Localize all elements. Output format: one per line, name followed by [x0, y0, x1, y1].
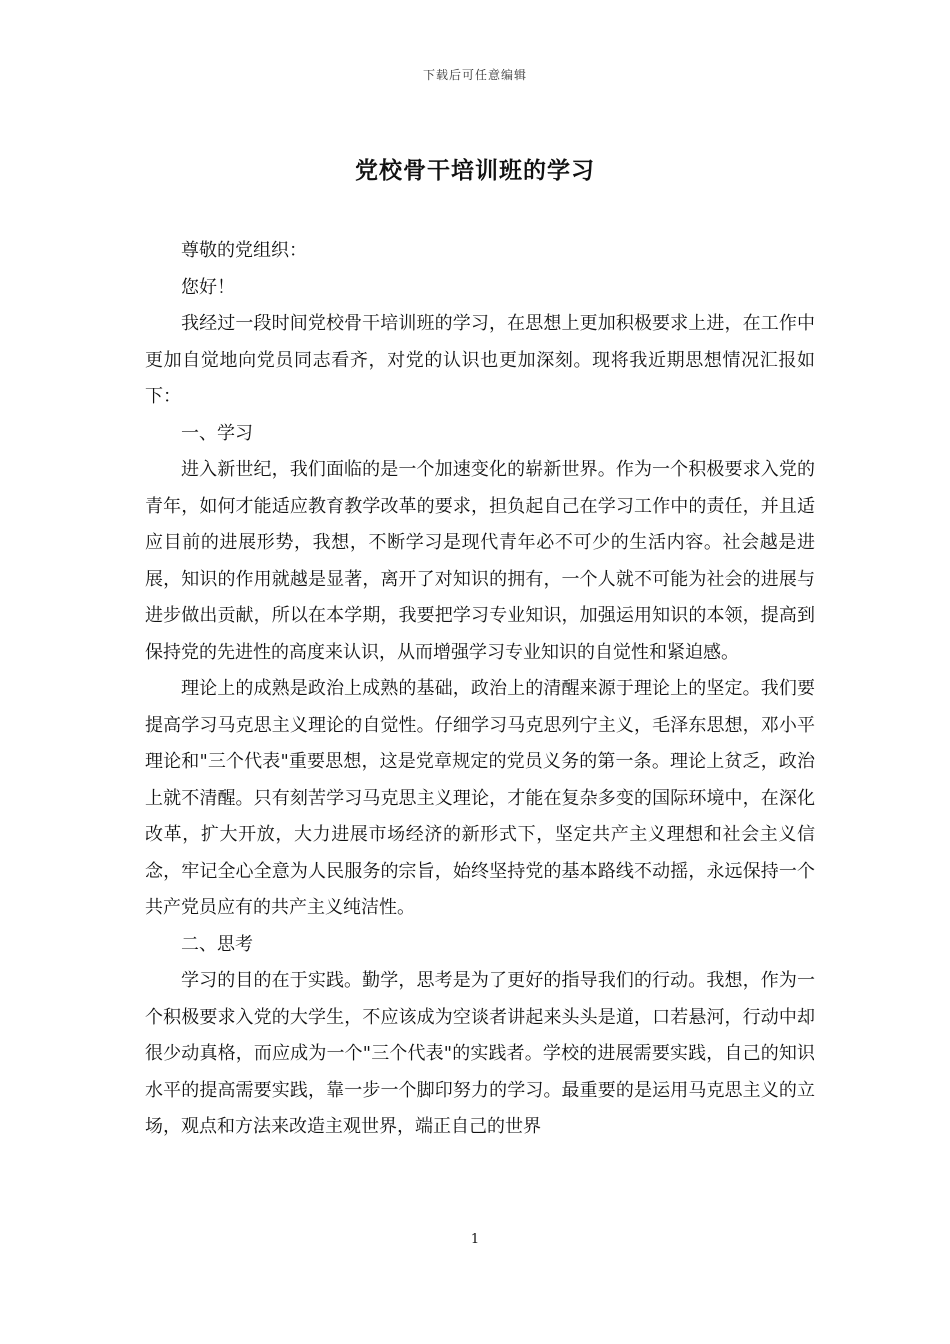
- section-heading-study: 一、学习: [181, 422, 253, 444]
- paragraph-greeting: 您好！: [181, 276, 235, 298]
- page-header-note: 下载后可任意编辑: [422, 68, 527, 82]
- paragraph-intro: 我经过一段时间党校骨干培训班的学习，在思想上更加积极要求上进，在工作中更加自觉地向党员同志看齐，对党的认识也更加深刻。现将我近期思想情况汇报如下：: [145, 313, 815, 407]
- paragraph-salutation: 尊敬的党组织：: [181, 240, 307, 261]
- page-number: 1: [470, 1232, 480, 1247]
- paragraph-study-1: 进入新世纪，我们面临的是一个加速变化的崭新世界。作为一个积极要求入党的青年，如何才能适应教育教学改革的要求，担负起自己在学习工作中的责任，并且适应目前的进展形势，我想，不断学习是现代青年必不可少的生活内容。社会越是进展，知识的作用就越是显著，离开了对知识的拥有，一个人就不可能为社会的进展与进步做出贡献，所以在本学期，我要把学习专业知识，加强运用知识的本领，提高到保持党的先进性的高度来认识，从而增强学习专业知识的自觉性和紧迫感。: [145, 459, 815, 663]
- paragraph-thinking-1: 学习的目的在于实践。勤学，思考是为了更好的指导我们的行动。我想，作为一个积极要求入党的大学生，不应该成为空谈者讲起来头头是道，口若悬河，行动中却很少动真格，而应成为一个"三个代表"的实践者。学校的进展需要实践，自己的知识水平的提高需要实践，靠一步一个脚印努力的学习。最重要的是运用马克思主义的立场，观点和方法来改造主观世界，端正自己的世界: [145, 970, 815, 1137]
- document-body: [145, 233, 815, 1146]
- paragraph-study-2: 理论上的成熟是政治上成熟的基础，政治上的清醒来源于理论上的坚定。我们要提高学习马克思主义理论的自觉性。仔细学习马克思列宁主义，毛泽东思想，邓小平理论和"三个代表"重要思想，这是党章规定的党员义务的第一条。理论上贫乏，政治上就不清醒。只有刻苦学习马克思主义理论，才能在复杂多变的国际环境中，在深化改革，扩大开放，大力进展市场经济的新形式下，坚定共产主义理想和社会主义信念，牢记全心全意为人民服务的宗旨，始终坚持党的基本路线不动摇，永远保持一个共产党员应有的共产主义纯洁性。: [145, 678, 815, 918]
- document-title: 党校骨干培训班的学习: [355, 157, 595, 184]
- section-heading-thinking: 二、思考: [181, 933, 253, 955]
